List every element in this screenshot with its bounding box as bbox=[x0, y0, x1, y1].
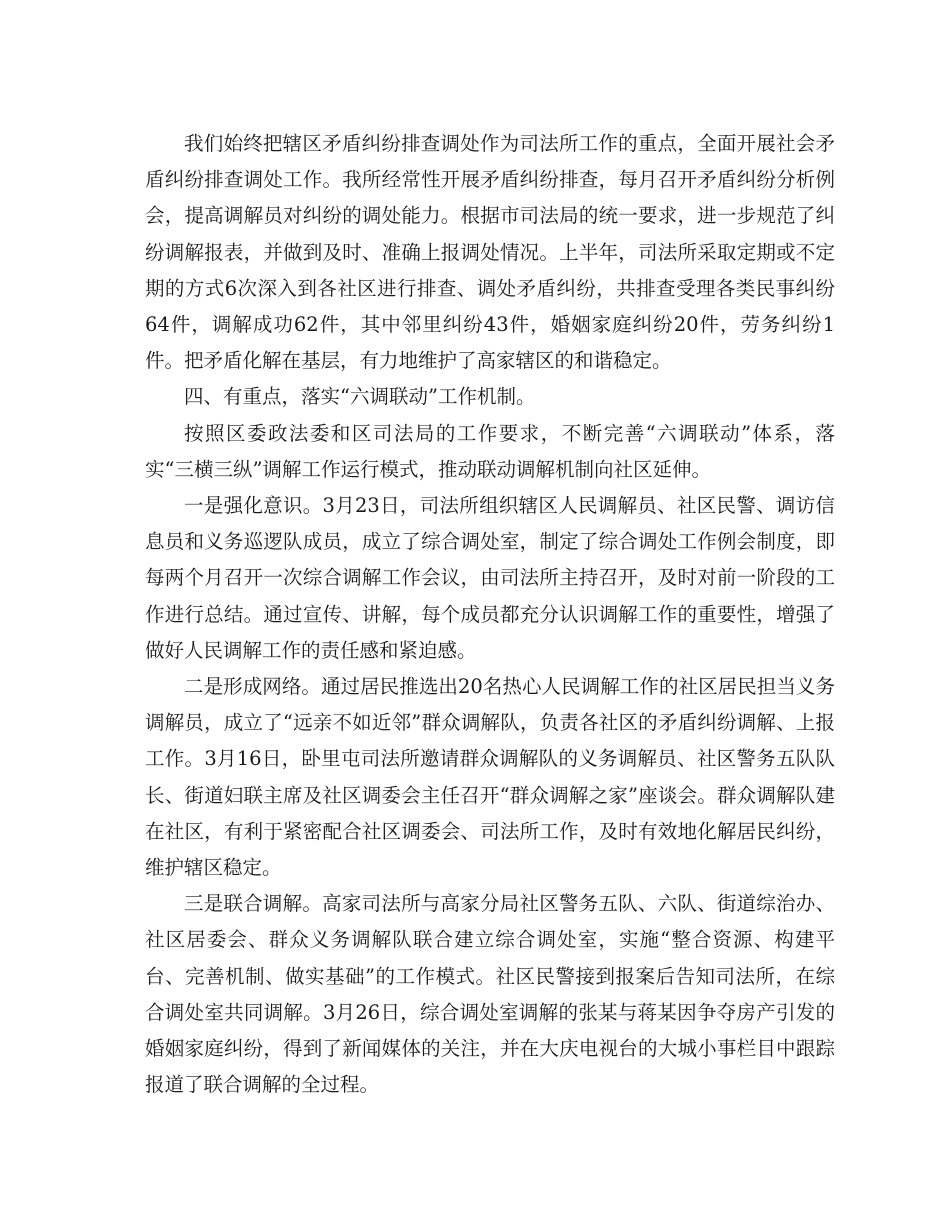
document-body bbox=[145, 126, 835, 1103]
paragraph-dispute-screening: 我们始终把辖区矛盾纠纷排查调处作为司法所工作的重点，全面开展社会矛盾纠纷排查调处工作。我所经常性开展矛盾纠纷排查，每月召开矛盾纠纷分析例会，提高调解员对纠纷的调处能力。根据市司法局的统一要求，进一步规范了纠纷调解报表，并做到及时、准确上报调处情况。上半年，司法所采取定期或不定期的方式6次深入到各社区进行排查、调处矛盾纠纷，共排查受理各类民事纠纷64件，调解成功62件，其中邻里纠纷43件，婚姻家庭纠纷20件，劳务纠纷1件。把矛盾化解在基层，有力地维护了高家辖区的和谐稳定。 bbox=[145, 132, 835, 373]
paragraph-strengthen-awareness: 一是强化意识。3月23日，司法所组织辖区人民调解员、社区民警、调访信息员和义务巡逻队成员，成立了综合调处室，制定了综合调处工作例会制度，即每两个月召开一次综合调解工作会议，由司法所主持召开，及时对前一阶段的工作进行总结。通过宣传、讲解，每个成员都充分认识调解工作的重要性，增强了做好人民调解工作的责任感和紧迫感。 bbox=[145, 494, 835, 662]
paragraph-joint-mediation: 三是联合调解。高家司法所与高家分局社区警务五队、六队、街道综治办、社区居委会、群众义务调解队联合建立综合调处室，实施“整合资源、构建平台、完善机制、做实基础”的工作模式。社区民警接到报案后告知司法所，在综合调处室共同调解。3月26日，综合调处室调解的张某与蒋某因争夺房产引发的婚姻家庭纠纷，得到了新闻媒体的关注，并在大庆电视台的大城小事栏目中跟踪报道了联合调解的全过程。 bbox=[145, 892, 835, 1097]
paragraph-section-four-heading: 四、有重点，落实“六调联动”工作机制。 bbox=[184, 385, 536, 409]
paragraph-six-linkage-system: 按照区委政法委和区司法局的工作要求，不断完善“六调联动”体系，落实“三横三纵”调解工作运行模式，推动联动调解机制向社区延伸。 bbox=[145, 421, 835, 481]
paragraph-form-network: 二是形成网络。通过居民推选出20名热心人民调解工作的社区居民担当义务调解员，成立了“远亲不如近邻”群众调解队，负责各社区的矛盾纠纷调解、上报工作。3月16日，卧里屯司法所邀请群众调解队的义务调解员、社区警务五队队长、街道妇联主席及社区调委会主任召开“群众调解之家”座谈会。群众调解队建在社区，有利于紧密配合社区调委会、司法所工作，及时有效地化解居民纠纷，维护辖区稳定。 bbox=[145, 675, 835, 880]
